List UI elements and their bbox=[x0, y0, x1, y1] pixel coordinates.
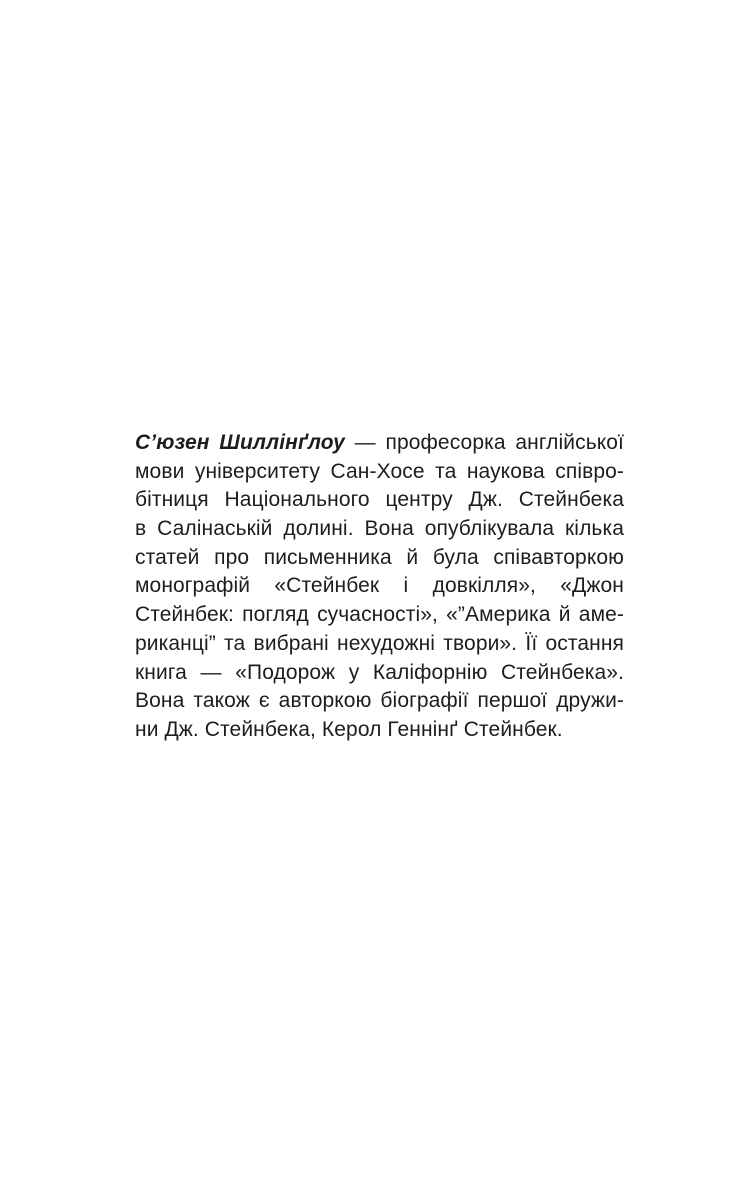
bio-line-11: ни Дж. Стейнбека, Керол Геннінґ Стейнбек. bbox=[135, 717, 563, 741]
bio-line-10: Вона також є авторкою біографії першої дружи- bbox=[135, 689, 624, 713]
bio-line-6: монографій «Стейнбек і довкілля», «Джон bbox=[135, 574, 624, 598]
bio-line-4: в Салінаській долині. Вона опублікувала кілька bbox=[135, 517, 624, 541]
bio-line-8: риканці” та вибрані нехудожні твори». Її остання bbox=[135, 631, 624, 655]
author-bio-paragraph bbox=[135, 429, 624, 745]
bio-line-1 bbox=[135, 429, 624, 458]
bio-line-3: бітниця Національного центру Дж. Стейнбека bbox=[135, 488, 624, 512]
bio-line-2: мови університету Сан-Хосе та наукова співро- bbox=[135, 459, 624, 483]
bio-line-7: Стейнбек: погляд сучасності», «”Америка й аме- bbox=[135, 603, 624, 627]
bio-line-9: книга — «Подорож у Каліфорнію Стейнбека». bbox=[135, 660, 624, 684]
author-name: С’юзен Шиллінґлоу bbox=[135, 431, 345, 454]
bio-line-1-text: — професорка англійської bbox=[344, 431, 624, 454]
bio-line-5: статей про письменника й була співавторкою bbox=[135, 545, 624, 569]
